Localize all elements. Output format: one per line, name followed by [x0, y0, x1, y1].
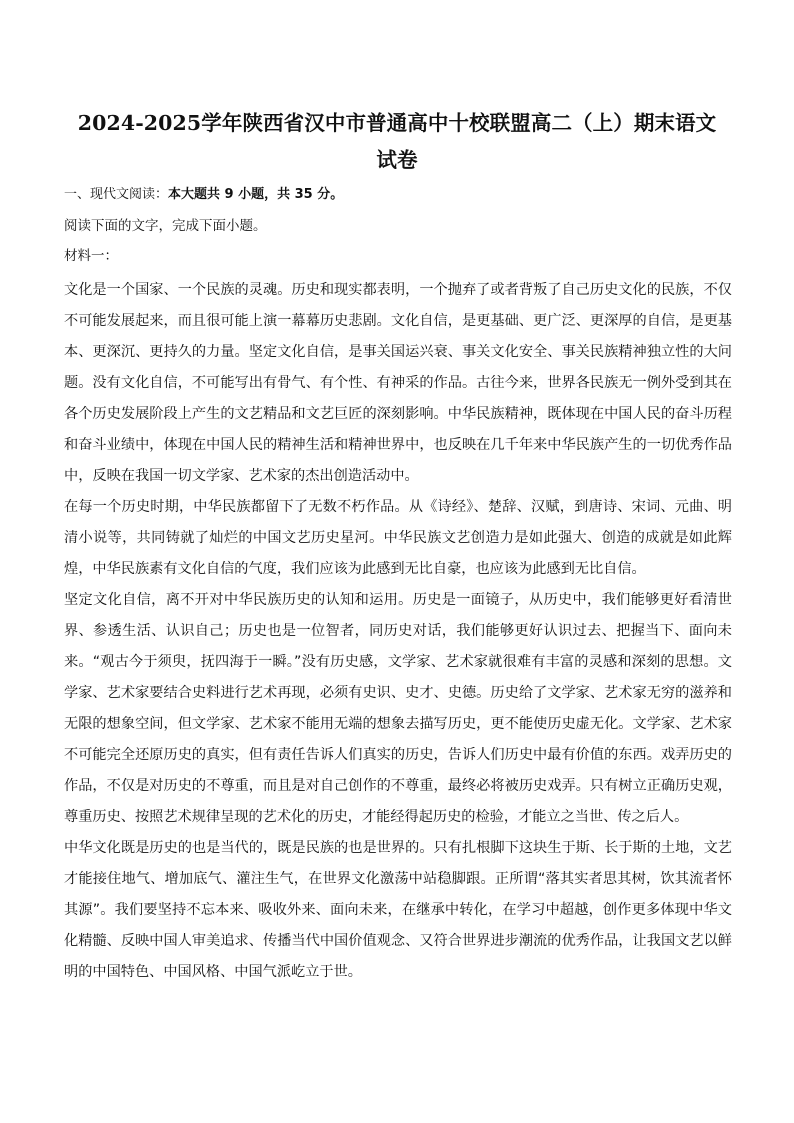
paragraph-2: 在每一个历史时期，中华民族都留下了无数不朽作品。从《诗经》、楚辞、汉赋，到唐诗、宋词、元曲、明清小说等，共同铸就了灿烂的中国文艺历史星河。中华民族文艺创造力是如此强大、创造的成就是如此辉煌，中华民族素有文化自信的气度，我们应该为此感到无比自豪，也应该为此感到无比自信。 [64, 499, 732, 577]
paragraph-1: 文化是一个国家、一个民族的灵魂。历史和现实都表明，一个抛弃了或者背叛了自己历史文化的民族，不仅不可能发展起来，而且很可能上演一幕幕历史悲剧。文化自信，是更基础、更广泛、更深厚的自信，是更基本、更深沉、更持久的力量。坚定文化自信，是事关国运兴衰、事关文化安全、事关民族精神独立性的大问题。没有文化自信，不可能写出有骨气、有个性、有神采的作品。古往今来，世界各民族无一例外受到其在各个历史发展阶段上产生的文艺精品和文艺巨匠的深刻影响。中华民族精神，既体现在中国人民的奋斗历程和奋斗业绩中，体现在中国人民的精神生活和精神世界中，也反映在几千年来中华民族产生的一切优秀作品中，反映在我国一切文学家、艺术家的杰出创造活动中。 [64, 282, 732, 484]
section-heading-prefix: 一、现代文阅读： [64, 187, 169, 202]
reading-instruction: 阅读下面的文字，完成下面小题。 [64, 218, 267, 234]
page-title-line-1: 2024-2025学年陕西省汉中市普通高中十校联盟高二（上）期末语文 [77, 111, 717, 135]
section-heading [64, 183, 343, 207]
page-title-line-2: 试卷 [376, 148, 418, 172]
section-heading-detail: 本大题共 9 小题，共 35 分。 [168, 187, 344, 202]
paragraph-4: 中华文化既是历史的也是当代的，既是民族的也是世界的。只有扎根脚下这块生于斯、长于斯的土地，文艺才能接住地气、增加底气、灌注生气，在世界文化激荡中站稳脚跟。正所谓“落其实者思其树，饮其流者怀其源”。我们要坚持不忘本来、吸收外来、面向未来，在继承中转化，在学习中超越，创作更多体现中华文化精髓、反映中国人审美追求、传播当代中国价值观念、又符合世界进步潮流的优秀作品，让我国文艺以鲜明的中国特色、中国风格、中国气派屹立于世。 [64, 840, 732, 980]
material-label: 材料一： [64, 248, 118, 264]
paragraph-3: 坚定文化自信，离不开对中华民族历史的认知和运用。历史是一面镜子，从历史中，我们能够更好看清世界、参透生活、认识自己；历史也是一位智者，同历史对话，我们能够更好认识过去、把握当下、面向未来。“观古今于须臾，抚四海于一瞬。”没有历史感，文学家、艺术家就很难有丰富的灵感和深刻的思想。文学家、艺术家要结合史料进行艺术再现，必须有史识、史才、史德。历史给了文学家、艺术家无穷的滋养和无限的想象空间，但文学家、艺术家不能用无端的想象去描写历史，更不能使历史虚无化。文学家、艺术家不可能完全还原历史的真实，但有责任告诉人们真实的历史，告诉人们历史中最有价值的东西。戏弄历史的作品，不仅是对历史的不尊重，而且是对自己创作的不尊重，最终必将被历史戏弄。只有树立正确历史观，尊重历史、按照艺术规律呈现的艺术化的历史，才能经得起历史的检验，才能立之当世、传之后人。 [64, 592, 732, 825]
material-body [64, 275, 732, 988]
